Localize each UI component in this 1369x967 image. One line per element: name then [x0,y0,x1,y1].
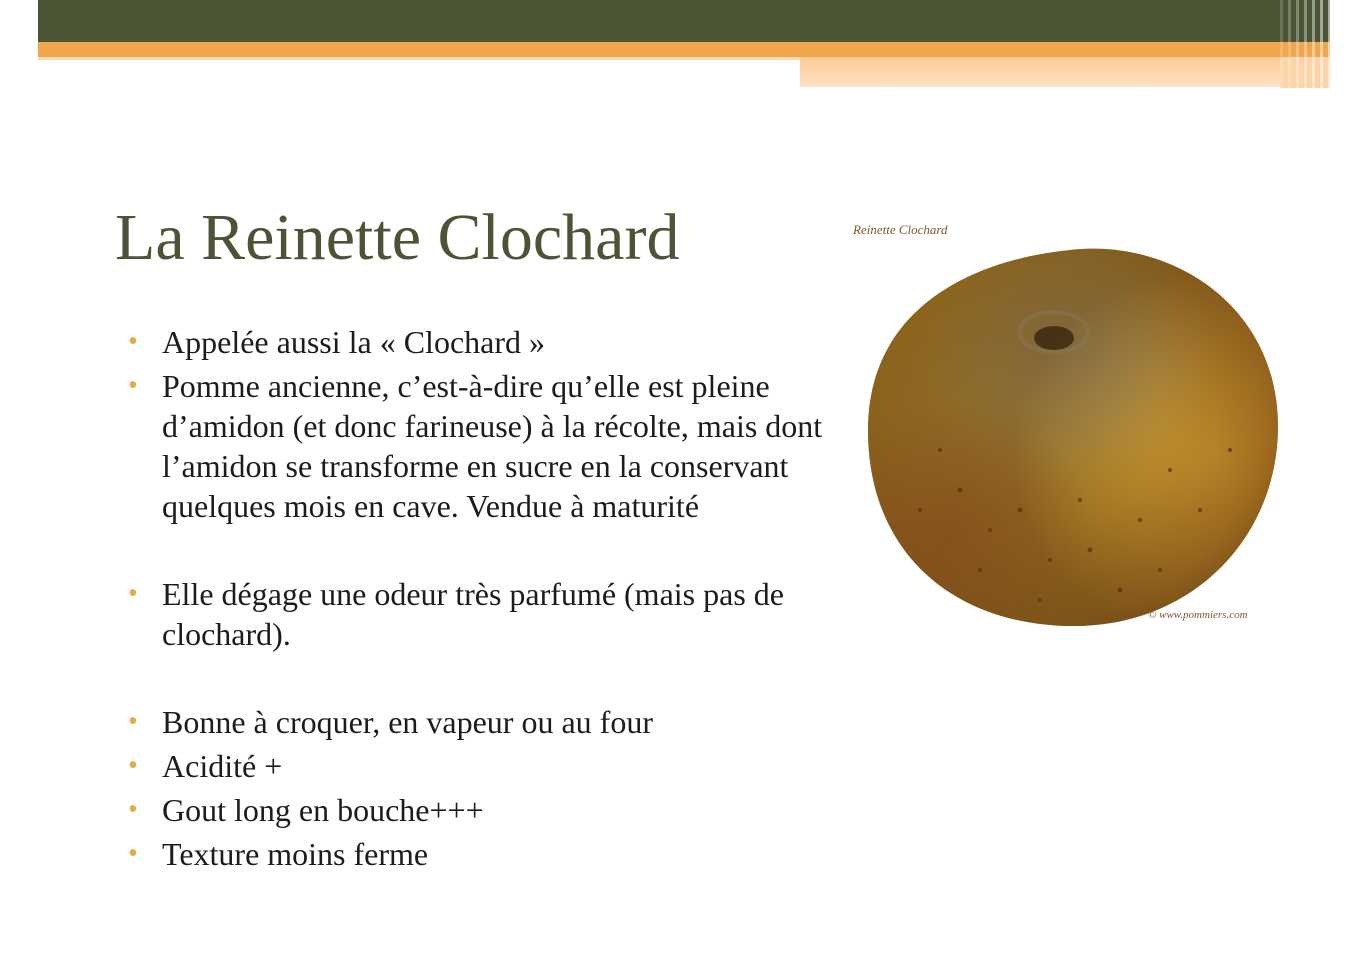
header-stripes [1280,0,1330,90]
bullet-item: • Texture moins ferme [128,834,848,874]
bullet-item: • Appelée aussi la « Clochard » [128,322,848,362]
header-band-orange [38,42,1300,57]
bullet-item: • Pomme ancienne, c’est-à-dire qu’elle est pleine d’amidon (et donc farineuse) à la récolte, mais dont l’amidon se transforme en sucre en la conservant quelques mois en cave. Vendue à maturité [128,366,848,526]
apple-stem-cavity [1034,326,1074,350]
header-band-dark [38,0,1300,42]
bullet-item: • Acidité + [128,746,848,786]
apple-photo [840,210,1300,640]
slide-title: La Reinette Clochard [115,201,680,274]
photo-caption: Reinette Clochard [853,222,948,237]
header-band-shadow [38,57,800,60]
bullet-list [128,322,848,878]
photo-credit: © www.pommiers.com [1148,609,1248,621]
header-band-light [800,57,1300,87]
bullet-item: • Elle dégage une odeur très parfumé (mais pas de clochard). [128,574,848,654]
bullet-item: • Gout long en bouche+++ [128,790,848,830]
bullet-item: • Bonne à croquer, en vapeur ou au four [128,702,848,742]
